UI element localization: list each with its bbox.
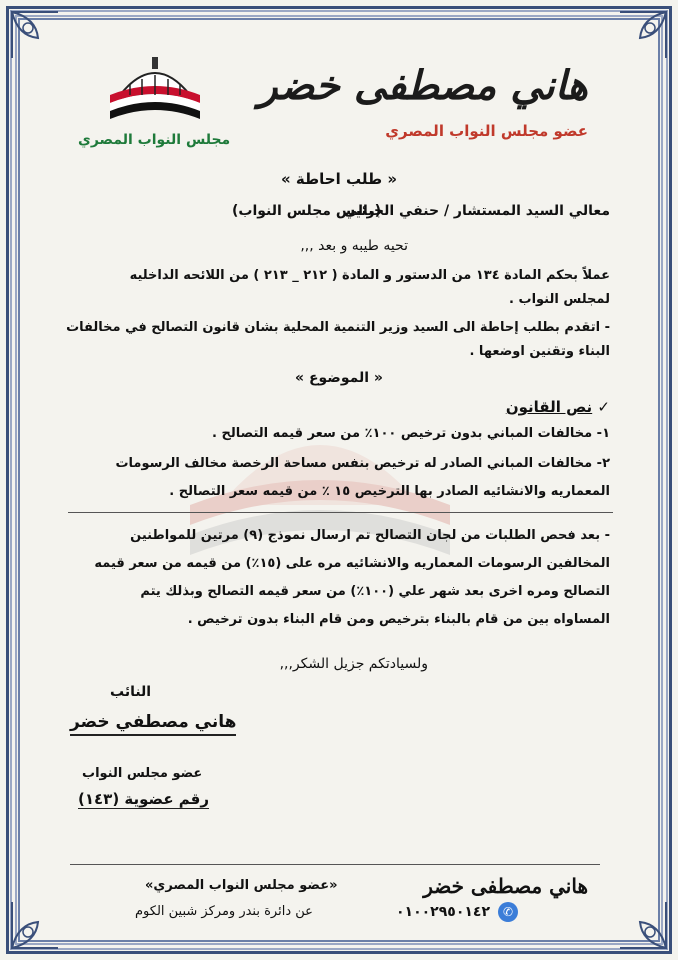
subject-tag: « طلب احاطة » [280, 170, 398, 188]
footer-title: «عضو مجلس النواب المصري» [145, 878, 338, 893]
law-item-2-line-1: ٢- مخالفات المباني الصادر له ترخيص بنفس مساحة الرخصة مخالف الرسومات [115, 456, 610, 471]
closing-thanks: ولسيادتكم جزيل الشكر,,, [279, 656, 428, 672]
paragraph-3-line-4: المساواه بين من قام بالبناء بترخيص ومن قام البناء بدون ترخيص . [187, 612, 610, 627]
paragraph-2-line-2: البناء وتقنين اوضعها . [469, 344, 610, 359]
paragraph-1-line-1: عملاً بحكم المادة ١٣٤ من الدستور و المادة ( ٢١٢ _ ٢١٣ ) من اللائحه الداخليه [129, 268, 610, 283]
law-item-2-line-2: المعماريه والانشائيه الصادر بها الترخيص ١٥ ٪ من قيمه سعر التصالح . [169, 484, 610, 499]
phone-icon: ✆ [498, 902, 518, 922]
footer-district: عن دائرة بندر ومركز شبين الكوم [135, 904, 313, 919]
author-name-header: هاني مصطفى خضر [258, 62, 588, 109]
corner-ornament-icon [8, 898, 62, 952]
parliament-label: مجلس النواب المصري [78, 132, 231, 148]
ornament-right-icon: » [295, 370, 305, 386]
author-title-header: عضو مجلس النواب المصري [385, 122, 588, 140]
corner-ornament-icon [8, 8, 62, 62]
topic-tag: « الموضوع » [295, 370, 383, 386]
corner-ornament-icon [616, 898, 670, 952]
paragraph-3-line-2: المخالفين الرسومات المعماريه والانشائيه مره على (١٥٪) من قيمه من سعر قيمه [94, 556, 610, 571]
ornament-left-icon: « [387, 170, 398, 188]
addressee: معالي السيد المستشار / حنفي الجبالي [343, 203, 610, 219]
paragraph-2-line-1: - اتقدم بطلب إحاطة الى السيد وزير التنمية المحلية بشان قانون التصالح في مخالفات [66, 320, 610, 335]
greeting: تحيه طيبه و بعد ,,, [300, 238, 408, 254]
law-heading: ✓ نص القانون [505, 398, 610, 416]
checkmark-icon: ✓ [597, 398, 610, 416]
ornament-right-icon: » [280, 170, 291, 188]
footer-phone: ٠١٠٠٢٩٥٠١٤٢ [396, 904, 490, 920]
parliament-emblem-icon [100, 55, 210, 125]
paragraph-1-line-2: لمجلس النواب . [509, 292, 610, 307]
corner-ornament-icon [616, 8, 670, 62]
paragraph-3-line-1: - بعد فحص الطلبات من لجان التصالح تم ارسال نموذج (٩) مرتين للمواطنين [130, 528, 610, 543]
footer-name: هاني مصطفى خضر [423, 874, 588, 898]
member-line: عضو مجلس النواب [82, 766, 203, 781]
addressee-role: (رئيس مجلس النواب) [232, 203, 382, 219]
law-item-1: ١- مخالفات المباني بدون ترخيص ١٠٠٪ من سعر قيمه التصالح . [212, 426, 610, 441]
membership-number: رقم عضوية (١٤٣) [78, 790, 210, 808]
signature-role: النائب [110, 684, 152, 700]
paragraph-3-line-3: التصالح ومره اخرى بعد شهر علي (١٠٠٪) من سعر قيمه التصالح وبذلك يتم [140, 584, 610, 599]
footer-divider [70, 864, 600, 865]
section-divider [68, 512, 613, 513]
ornament-left-icon: « [373, 370, 383, 386]
signature-name: هاني مصطفي خضر [70, 712, 236, 736]
